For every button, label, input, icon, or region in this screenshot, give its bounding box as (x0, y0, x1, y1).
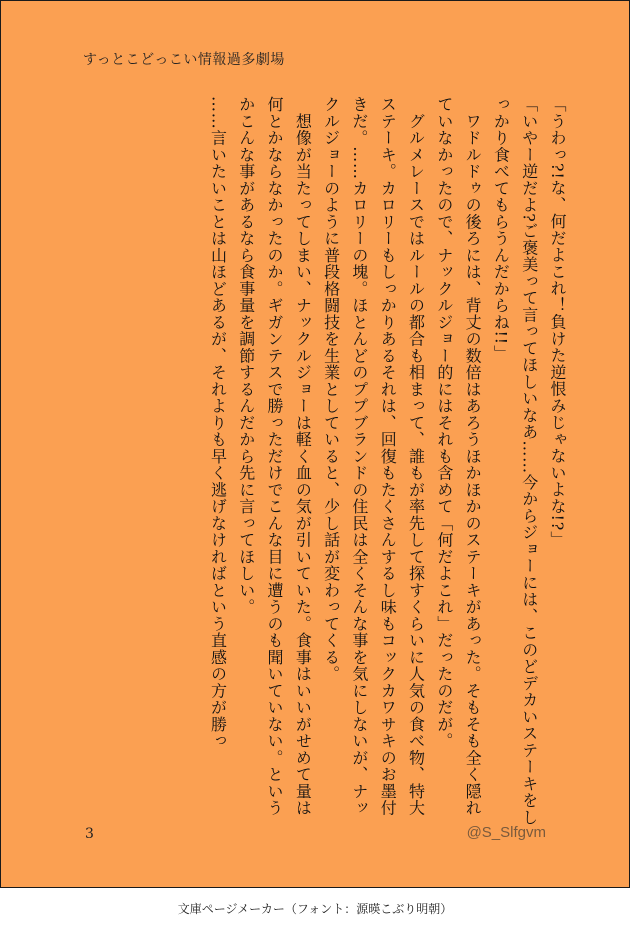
page-number: 3 (85, 826, 94, 842)
page-header: すっとこどっこい情報過多劇場 (83, 52, 285, 68)
author-credit: @S_Slfgvm (466, 824, 546, 841)
generator-caption: 文庫ページメーカー（フォント：源暎こぶり明朝） (177, 902, 453, 916)
page-body-text: 「うわっ?!な、何だよこれ！負けた逆恨みじゃないよな!?」 「いやー逆だよ?ご褒美って言ってほしいなあ……今からジョーには、このどデカいステーキをしっかり食べてもらうんだからね!!」 ワドルドゥの後ろには、背丈の数倍はあろうほかほかのステーキがあった。そもそも全く隠れていなかったので、ナックルジョー的にはそれも含めて「何だよこれ」だったのだが。 グルメレースではルールの都合も相まって、誰もが率先して探すくらいに人気の食べ物、特大ステーキ。カロリーもしっかりあるそれは、回復もたくさんするし味もコックカワサキのお墨付きだ。……カロリーの塊。ほとんどのププブランドの住民は全くそんな事を気にしないが、ナックルジョーのように普段格闘技を生業としていると、少し話が変わってくる。 想像が当たってしまい、ナックルジョーは軽く血の気が引いていた。食事はいいがせめて量は何とかならなかったのか。ギガンテスで勝っただけでこんな目に遭うのも聞いていない。というかこんな事があるなら食事量を調節するんだから先に言ってほしい。 ……言いたいことは山ほどあるが、それよりも早く逃げなければという直感の方が勝っ (208, 96, 567, 826)
